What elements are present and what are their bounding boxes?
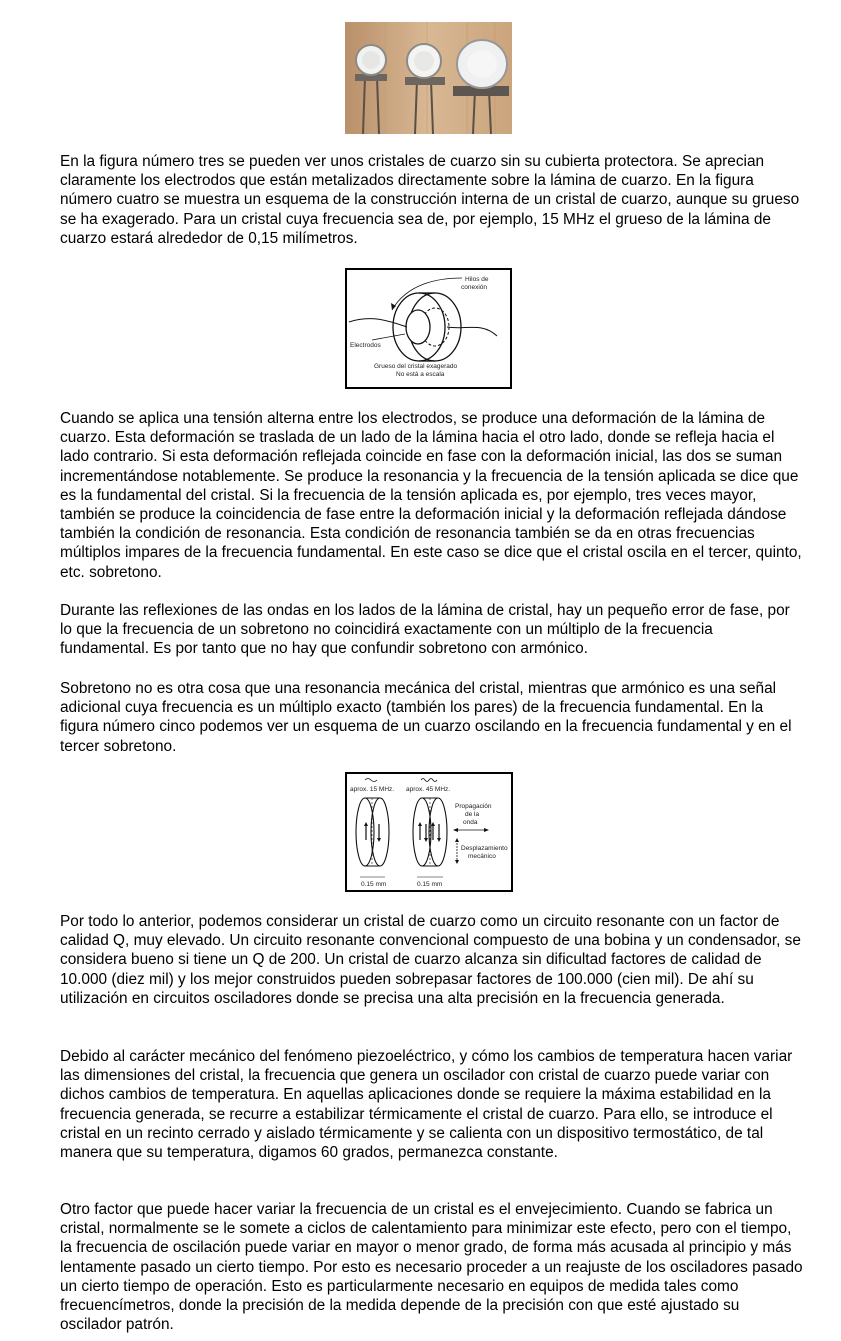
crystal-construction-diagram (345, 268, 512, 389)
paragraph-6: Debido al carácter mecánico del fenómeno piezoeléctrico, y cómo los cambios de temperatura hacen variar las dimensiones del cristal, la frecuencia que genera un oscilador con cristal de cuarzo puede variar con dichos cambios de temperatura. En aquellas aplicaciones donde se requiere la máxima estabilidad en la frecuencia generada, se recurre a estabilizar térmicamente el cristal de cuarzo. Para ello, se introduce el cristal en un recinto cerrado y aislado térmicamente y se calienta con un dispositivo termostático, de tal manera que su temperatura, digamos 60 grados, permanezca constante. (60, 1048, 793, 1162)
quartz-crystals-photo (345, 22, 512, 134)
paragraph-4: Sobretono no es otra cosa que una resonancia mecánica del cristal, mientras que armónico es una señal adicional cuya frecuencia es un múltiplo exacto (también los pares) de la frecuencia fundamental. En la figura número cinco podemos ver un esquema de un cuarzo oscilando en la frecuencia fundamental y en el tercer sobretono. (60, 680, 792, 755)
paragraph-5: Por todo lo anterior, podemos considerar un cristal de cuarzo como un circuito resonante con un factor de calidad Q, muy elevado. Un circuito resonante convencional compuesto de una bobina y un condensador, se considera bueno si tiene un Q de 200. Un cristal de cuarzo alcanza sin dificultad factores de calidad de 10.000 (diez mil) y los mejor construidos pueden sobrepasar factores de 100.000 (cien mil). De ahí su utilización en circuitos osciladores donde se precisa una alta precisión en la frecuencia generada. (60, 913, 801, 1007)
displacement-label-1: Desplazamiento (461, 845, 508, 852)
wires-label-line2: conexión (461, 284, 488, 291)
electrodes-label: Electrodos (350, 342, 381, 349)
caption-line2: No está a escala (396, 371, 445, 378)
propagation-label-1: Propagación (455, 803, 492, 810)
propagation-label-2: de la (465, 811, 480, 818)
freq-right-label: aprox. 45 MHz. (406, 786, 451, 793)
paragraph-7: Otro factor que puede hacer variar la frecuencia de un cristal es el envejecimiento. Cuando se fabrica un cristal, normalmente se le somete a ciclos de calentamiento para minimizar este efecto, pero con el tiempo, la frecuencia de oscilación puede variar en mayor o menor grado, de forma más acusada al principio y más lentamente pasado un cierto tiempo. Por esto es necesario proceder a un reajuste de los osciladores pasado un cierto tiempo de operación. Esto es particularmente necesario en equipos de medida tales como frecuencímetros, donde la precisión de la medida depende de la precisión con que esté ajustado su oscilador patrón. (60, 1201, 803, 1334)
wires-label-line1: Hilos de (465, 276, 489, 283)
thickness-left-label: 0.15 mm (361, 881, 387, 888)
paragraph-2: Cuando se aplica una tensión alterna entre los electrodos, se produce una deformación de la lámina de cuarzo. Esta deformación se traslada de un lado de la lámina hacia el otro lado, donde se refleja hacia el lado contrario. Si esta deformación reflejada coincide en fase con la deformación inicial, las dos se suman incrementándose notablemente. Se produce la resonancia y la frecuencia de la tensión aplicada se dice que es la fundamental del cristal. Si la frecuencia de la tensión aplicada es, por ejemplo, tres veces mayor, también se produce la coincidencia de fase entre la deformación inicial y la deformación reflejada dándose también la condición de resonancia. Esta condición de resonancia también se da en otras frecuencias múltiplos impares de la frecuencia fundamental. En este caso se dice que el cristal oscila en el tercer, quinto, etc. sobretono. (60, 410, 802, 581)
caption-line1: Grueso del cristal exagerado (374, 363, 458, 370)
freq-left-label: aprox. 15 MHz. (350, 786, 395, 793)
propagation-label-3: onda (463, 819, 478, 826)
paragraph-3: Durante las reflexiones de las ondas en los lados de la lámina de cristal, hay un pequeño error de fase, por lo que la frecuencia de un sobretono no coincidirá exactamente con un múltiplo de la frecuencia fundamental. Es por tanto que no hay que confundir sobretono con armónico. (60, 602, 790, 658)
displacement-label-2: mecánico (468, 853, 496, 860)
crystal-vibration-modes-diagram (345, 772, 513, 892)
thickness-right-label: 0.15 mm (417, 881, 443, 888)
paragraph-1: En la figura número tres se pueden ver unos cristales de cuarzo sin su cubierta protectora. Se aprecian claramente los electrodos que están metalizados directamente sobre la lámina de cuarzo. En la figura número cuatro se muestra un esquema de la construcción interna de un cristal de cuarzo, aunque su grueso se ha exagerado. Para un cristal cuya frecuencia sea de, por ejemplo, 15 MHz el grueso de la lámina de cuarzo estará alrededor de 0,15 milímetros. (60, 153, 800, 247)
